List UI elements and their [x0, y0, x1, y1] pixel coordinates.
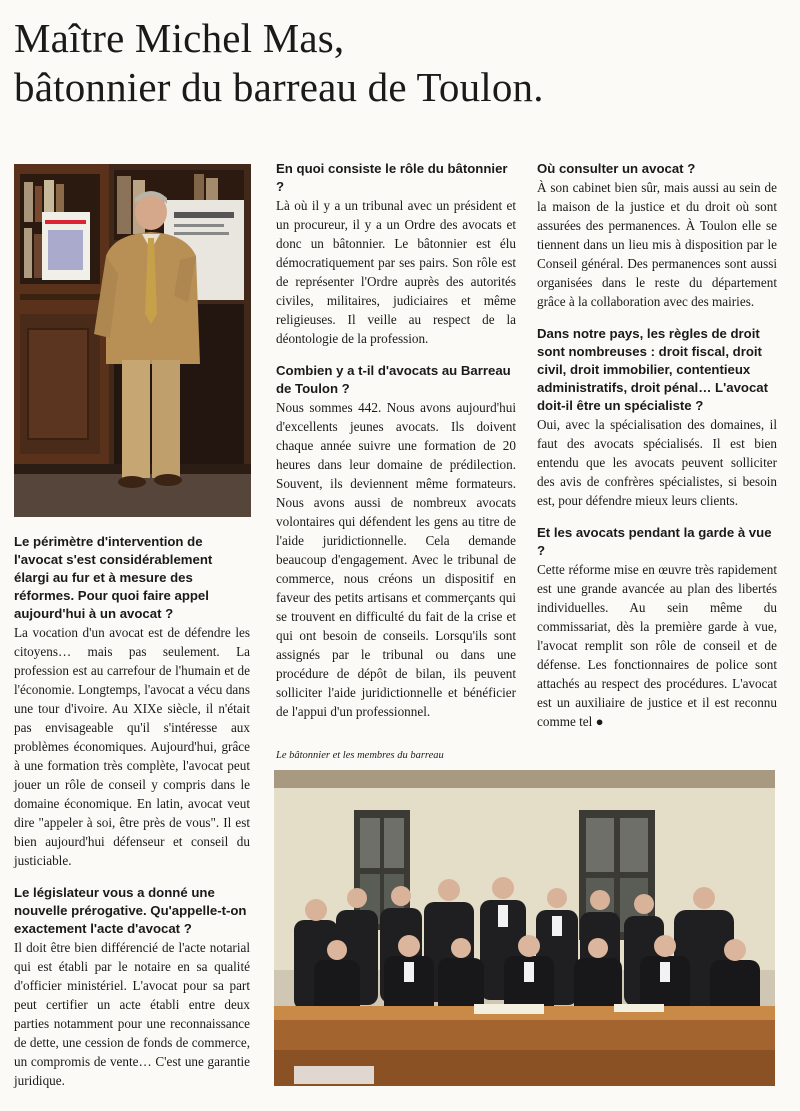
question-garde-a-vue: Et les avocats pendant la garde à vue ?	[537, 524, 772, 558]
photo-caption: Le bâtonnier et les membres du barreau	[276, 750, 444, 761]
portrait-photo	[14, 164, 251, 517]
answer-specialist: Oui, avec la spécialisation des domaines, il faut des avocats spécialisés. Il est bien entendu que les avocats peuvent solliciter des avis de confrères spécialistes, si besoin est, pour défendre mieux leurs clients.	[537, 416, 777, 508]
question-specialist: Dans notre pays, les règles de droit sont nombreuses : droit fiscal, droit civil, droit immobilier, contentieux administratifs, droit pénal… L'avocat doit-il être un spécialiste ?	[537, 325, 769, 413]
column-1	[14, 533, 250, 1104]
end-bullet-icon: ●	[595, 713, 604, 729]
answer-where-consult: À son cabinet bien sûr, mais aussi au sein de la maison de la justice et du droit où sont assurées des permanences. À Toulon elle se tiennent dans un lieu mis à disposition par le Conseil général. Des permanences sont aussi organisées dans le reste du département grâce à la collaboration avec des mairies.	[537, 179, 777, 309]
answer-scope: La vocation d'un avocat est de défendre les citoyens… mais pas seulement. La profession est au carrefour de l'humain et de l'économie. Longtemps, l'avocat a vécu dans une tour d'ivoire. Au XIXe siècle, il n'était pas envisageable qu'il s'intéresse aux problèmes économiques. Aujourd'hui, grâce à une formation très complète, l'avocat peut jouer un rôle de conseil y compris dans le domaine économique. En latin, avocat veut dire "appeler à soi, être près de vous". Il est bien aujourd'hui défenseur et conseil du justiciable.	[14, 624, 250, 868]
question-scope: Le périmètre d'intervention de l'avocat s'est considérablement élargi au fur et à mesure des réformes. Pour quoi faire appel aujourd'hui à un avocat ?	[14, 534, 213, 621]
question-where-consult: Où consulter un avocat ?	[537, 161, 696, 176]
answer-count-avocats: Nous sommes 442. Nous avons aujourd'hui d'excellents jeunes avocats. Ils doivent chaque année suivre une formation de 20 heures dans leur domaine de prédilection. Souvent, ils deviennent même formateurs. Nous avons aussi de nombreux avocats volontaires qui défendent les gens au titre de l'aide juridictionnelle. Cela demande beaucoup d'engagement. Avec le tribunal de commerce, nous créons un dispositif en faveur des petits artisans et commerçants qui se trouvent en difficulté du fait de la crise et qui ont besoin de conseils. Lorsqu'ils sont assignés par le tribunal ou dans une procédure de dépôt de bilan, ils peuvent solliciter l'aide juridictionnelle et bénéficier de l'appui d'un professionnel.	[276, 399, 516, 719]
article-title	[14, 14, 784, 112]
question-role-batonnier: En quoi consiste le rôle du bâtonnier ?	[276, 161, 508, 194]
answer-acte-avocat: Il doit être bien différencié de l'acte notarial qui est établi par le notaire en sa qualité d'officier ministériel. L'avocat pour sa part peut certifier un acte établi entre deux parties notamment pour une reconnaissance de dette, une cession de fonds de commerce, un compromis de vente… C'est une garantie juridique.	[14, 939, 250, 1088]
title-line-1: Maître Michel Mas,	[14, 15, 345, 61]
answer-garde-a-vue: Cette réforme mise en œuvre très rapidement est une grande avancée au plan des libertés individuelles. Au sein même du commissariat, dès la première garde à vue, l'avocat remplit son rôle de conseil et de défense. Les fonctionnaires de police sont attachés au respect des procédures. L'avocat est un auxiliaire de justice et il est reconnu comme tel ●	[537, 561, 777, 729]
answer-role-batonnier: Là où il y a un tribunal avec un président et un procureur, il y a un Ordre des avocats et donc un bâtonnier. Le bâtonnier est élu démocratiquement par ses pairs. Son rôle est de représenter l'Ordre auprès des autorités civiles, militaires, judiciaires et même religieuses. Il veille au respect de la déontologie de la profession.	[276, 197, 516, 346]
group-photo	[274, 770, 775, 1086]
question-count-avocats: Combien y a t-il d'avocats au Barreau de Toulon ?	[276, 362, 511, 396]
title-line-2: bâtonnier du barreau de Toulon.	[14, 64, 544, 111]
column-2	[276, 160, 516, 735]
question-acte-avocat: Le législateur vous a donné une nouvelle prérogative. Qu'appelle-t-on exactement l'acte d'avocat ?	[14, 884, 247, 936]
column-3	[537, 160, 777, 745]
